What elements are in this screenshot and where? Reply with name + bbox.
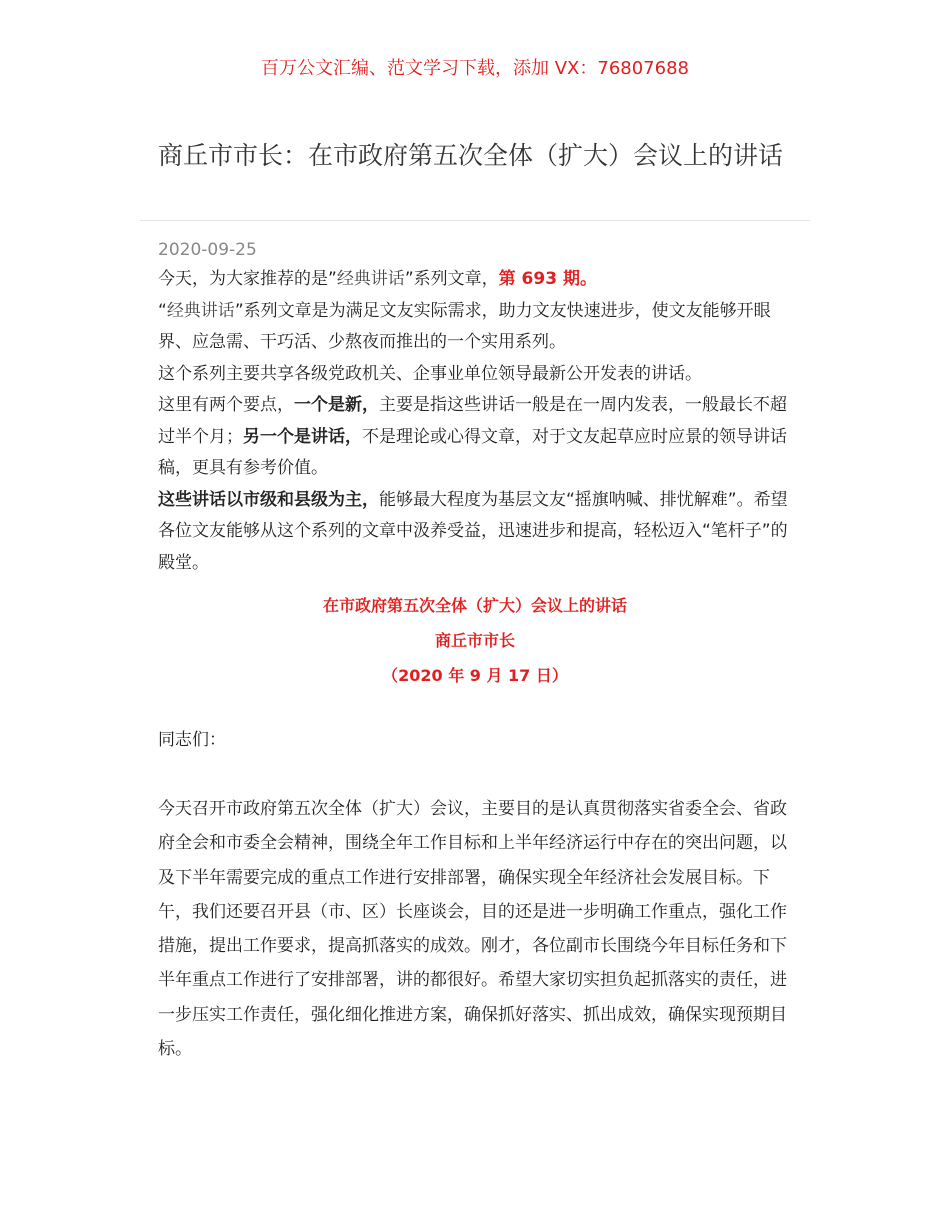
intro-p2-open: “ bbox=[158, 300, 167, 321]
intro-p5-a: 这些讲话以市级和县级为主， bbox=[158, 489, 379, 510]
intro-p1-prefix: 今天，为大家推荐的是” bbox=[158, 269, 337, 289]
intro-paragraph-1 bbox=[158, 264, 798, 296]
intro-paragraph-3: 这个系列主要共享各级党政机关、企事业单位领导最新公开发表的讲话。 bbox=[158, 363, 702, 384]
speech-paragraph: 今天召开市政府第五次全体（扩大）会议，主要目的是认真贯彻落实省委全会、省政府全会和市委全会精神，围绕全年工作目标和上半年经济运行中存在的突出问题，以及下半年需要完成的重点工作进行安排部署，确保实现全年经济社会发展目标。下午，我们还要召开县（市、区）长座谈会，目的还是进一步明确工作重点，强化工作措施，提出工作要求，提高抓落实的成效。刚才，各位副市长围绕今年目标任务和下半年重点工作进行了安排部署，讲的都很好。希望大家切实担负起抓落实的责任，进一步压实工作责任，强化细化推进方案，确保抓好落实、抓出成效，确保实现预期目标。 bbox=[158, 799, 787, 1060]
series-name: 经典讲话 bbox=[336, 269, 405, 289]
article-title: 商丘市市长：在市政府第五次全体（扩大）会议上的讲话 bbox=[158, 141, 784, 170]
promo-banner: 百万公文汇编、范文学习下载，添加 VX：76807688 bbox=[261, 58, 689, 79]
intro-paragraph-5 bbox=[158, 485, 798, 580]
intro-paragraph-2 bbox=[158, 296, 798, 359]
intro-paragraph-4 bbox=[158, 390, 798, 485]
speech-greeting: 同志们： bbox=[158, 730, 226, 750]
speech-header bbox=[158, 588, 792, 693]
intro-p4-b: 一个是新， bbox=[294, 395, 379, 415]
intro-p2-rest: ”系列文章是为满足文友实际需求，助力文友快速进步，使文友能够开眼界、应急需、干巧活、少熬夜而推出的一个实用系列。 bbox=[158, 300, 771, 352]
intro-p4-a: 这里有两个要点， bbox=[158, 395, 294, 415]
article-date: 2020-09-25 bbox=[158, 240, 257, 260]
intro-p5-b: 能够最大程度为基层文友“摇旗呐喊、排忧解难”。希望各位文友能够从这个系列的文章中汲养受益，迅速进步和提高，轻松迈入“笔杆子”的殿堂。 bbox=[158, 489, 788, 573]
speech-date: （2020 年 9 月 17 日） bbox=[382, 666, 568, 685]
issue-number: 第 693 期。 bbox=[498, 269, 597, 289]
intro-p4-e: 不是理论或心得文章，对于文友起草应时应景的领导讲话稿，更具有参考价值。 bbox=[158, 426, 787, 478]
series-name-2: 经典讲话 bbox=[166, 300, 235, 321]
intro-section bbox=[158, 264, 798, 579]
intro-p1-mid: ”系列文章， bbox=[404, 269, 499, 289]
speech-speaker: 商丘市市长 bbox=[434, 631, 515, 650]
speech-title: 在市政府第五次全体（扩大）会议上的讲话 bbox=[322, 596, 627, 615]
title-divider bbox=[140, 220, 810, 221]
intro-p4-d: 另一个是讲话， bbox=[243, 426, 362, 447]
intro-p4-c: 主要是指这些讲话一般是在一周内发表，一般最长不超过半个月； bbox=[158, 395, 787, 447]
